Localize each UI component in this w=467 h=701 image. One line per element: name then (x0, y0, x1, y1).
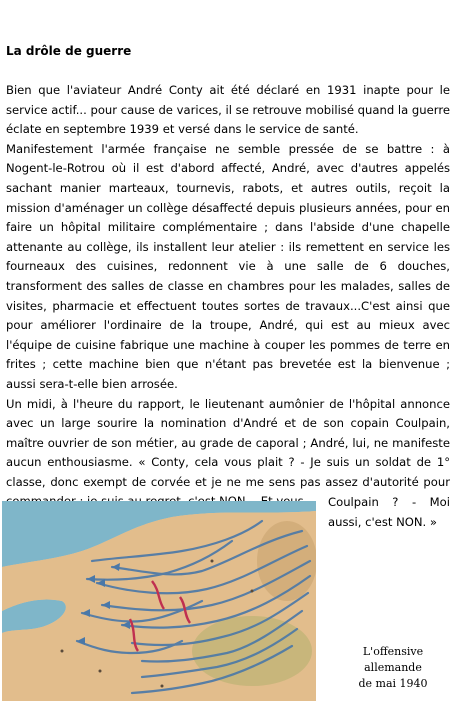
offensive-map-image (2, 501, 316, 701)
caption-line-1: L'offensive allemande (362, 645, 424, 674)
paragraph-1: Bien que l'aviateur André Conty ait été déclaré en 1931 inapte pour le service actif... pour cause de varices, il se retrouve mobilisé quand la guerre éclate en septembre 1939 et versé dans le service de santé. (6, 83, 450, 137)
article-body (6, 81, 450, 512)
paragraph-3: Un midi, à l'heure du rapport, le lieutenant aumônier de l'hôpital annonce avec un large sourire la nomination d'André et de son copain Coulpain, maître ouvrier de son métier, au grade de caporal ; André, lui, ne manifeste aucun enthousiasme. « Conty, cela vous plait ? - Je suis un soldat de 1° classe, donc exempt de corvée et je ne me sens pas assez d'autorité pour (6, 396, 450, 489)
paragraph-2: Manifestement l'armée française ne semble pressée de se battre : à Nogent-le-Rotrou où il est d'abord affecté, André, avec d'autres appelés sachant manier marteaux, tournevis, rabots, et autres outils, reçoit la mission d'aménager un collège désaffecté depuis plusieurs années, pour en faire un hôpital militaire complémentaire ; dans l'abside d'une chapelle attenante au collège, ils installent leur atelier : ils remettent en service les fourneaux des cuisines, redonnent vie à une salle de 6 douches, transforment des salles de classe en chambres pour les malades, salles de visites, pharmacie et effectuent toutes sortes de travaux...C'est ainsi que pour améliorer l'ordinaire de la troupe, André, qui est au mieux avec l'équipe de cuisine fabrique une machine à couper les pommes de terre en frites ; cette machine bien que n'étant pas brevetée est la bienvenue ; aussi sera-t-elle bien arrosée. (6, 141, 450, 391)
figure-caption (333, 644, 453, 692)
caption-line-2: de mai 1940 (358, 677, 428, 690)
wrapped-text-beside-map: Coulpain ? - Moi aussi, c'est NON. » (328, 495, 450, 529)
article-title: La drôle de guerre (6, 44, 132, 58)
map-hills-2 (257, 521, 316, 601)
map-illustration (2, 501, 316, 701)
